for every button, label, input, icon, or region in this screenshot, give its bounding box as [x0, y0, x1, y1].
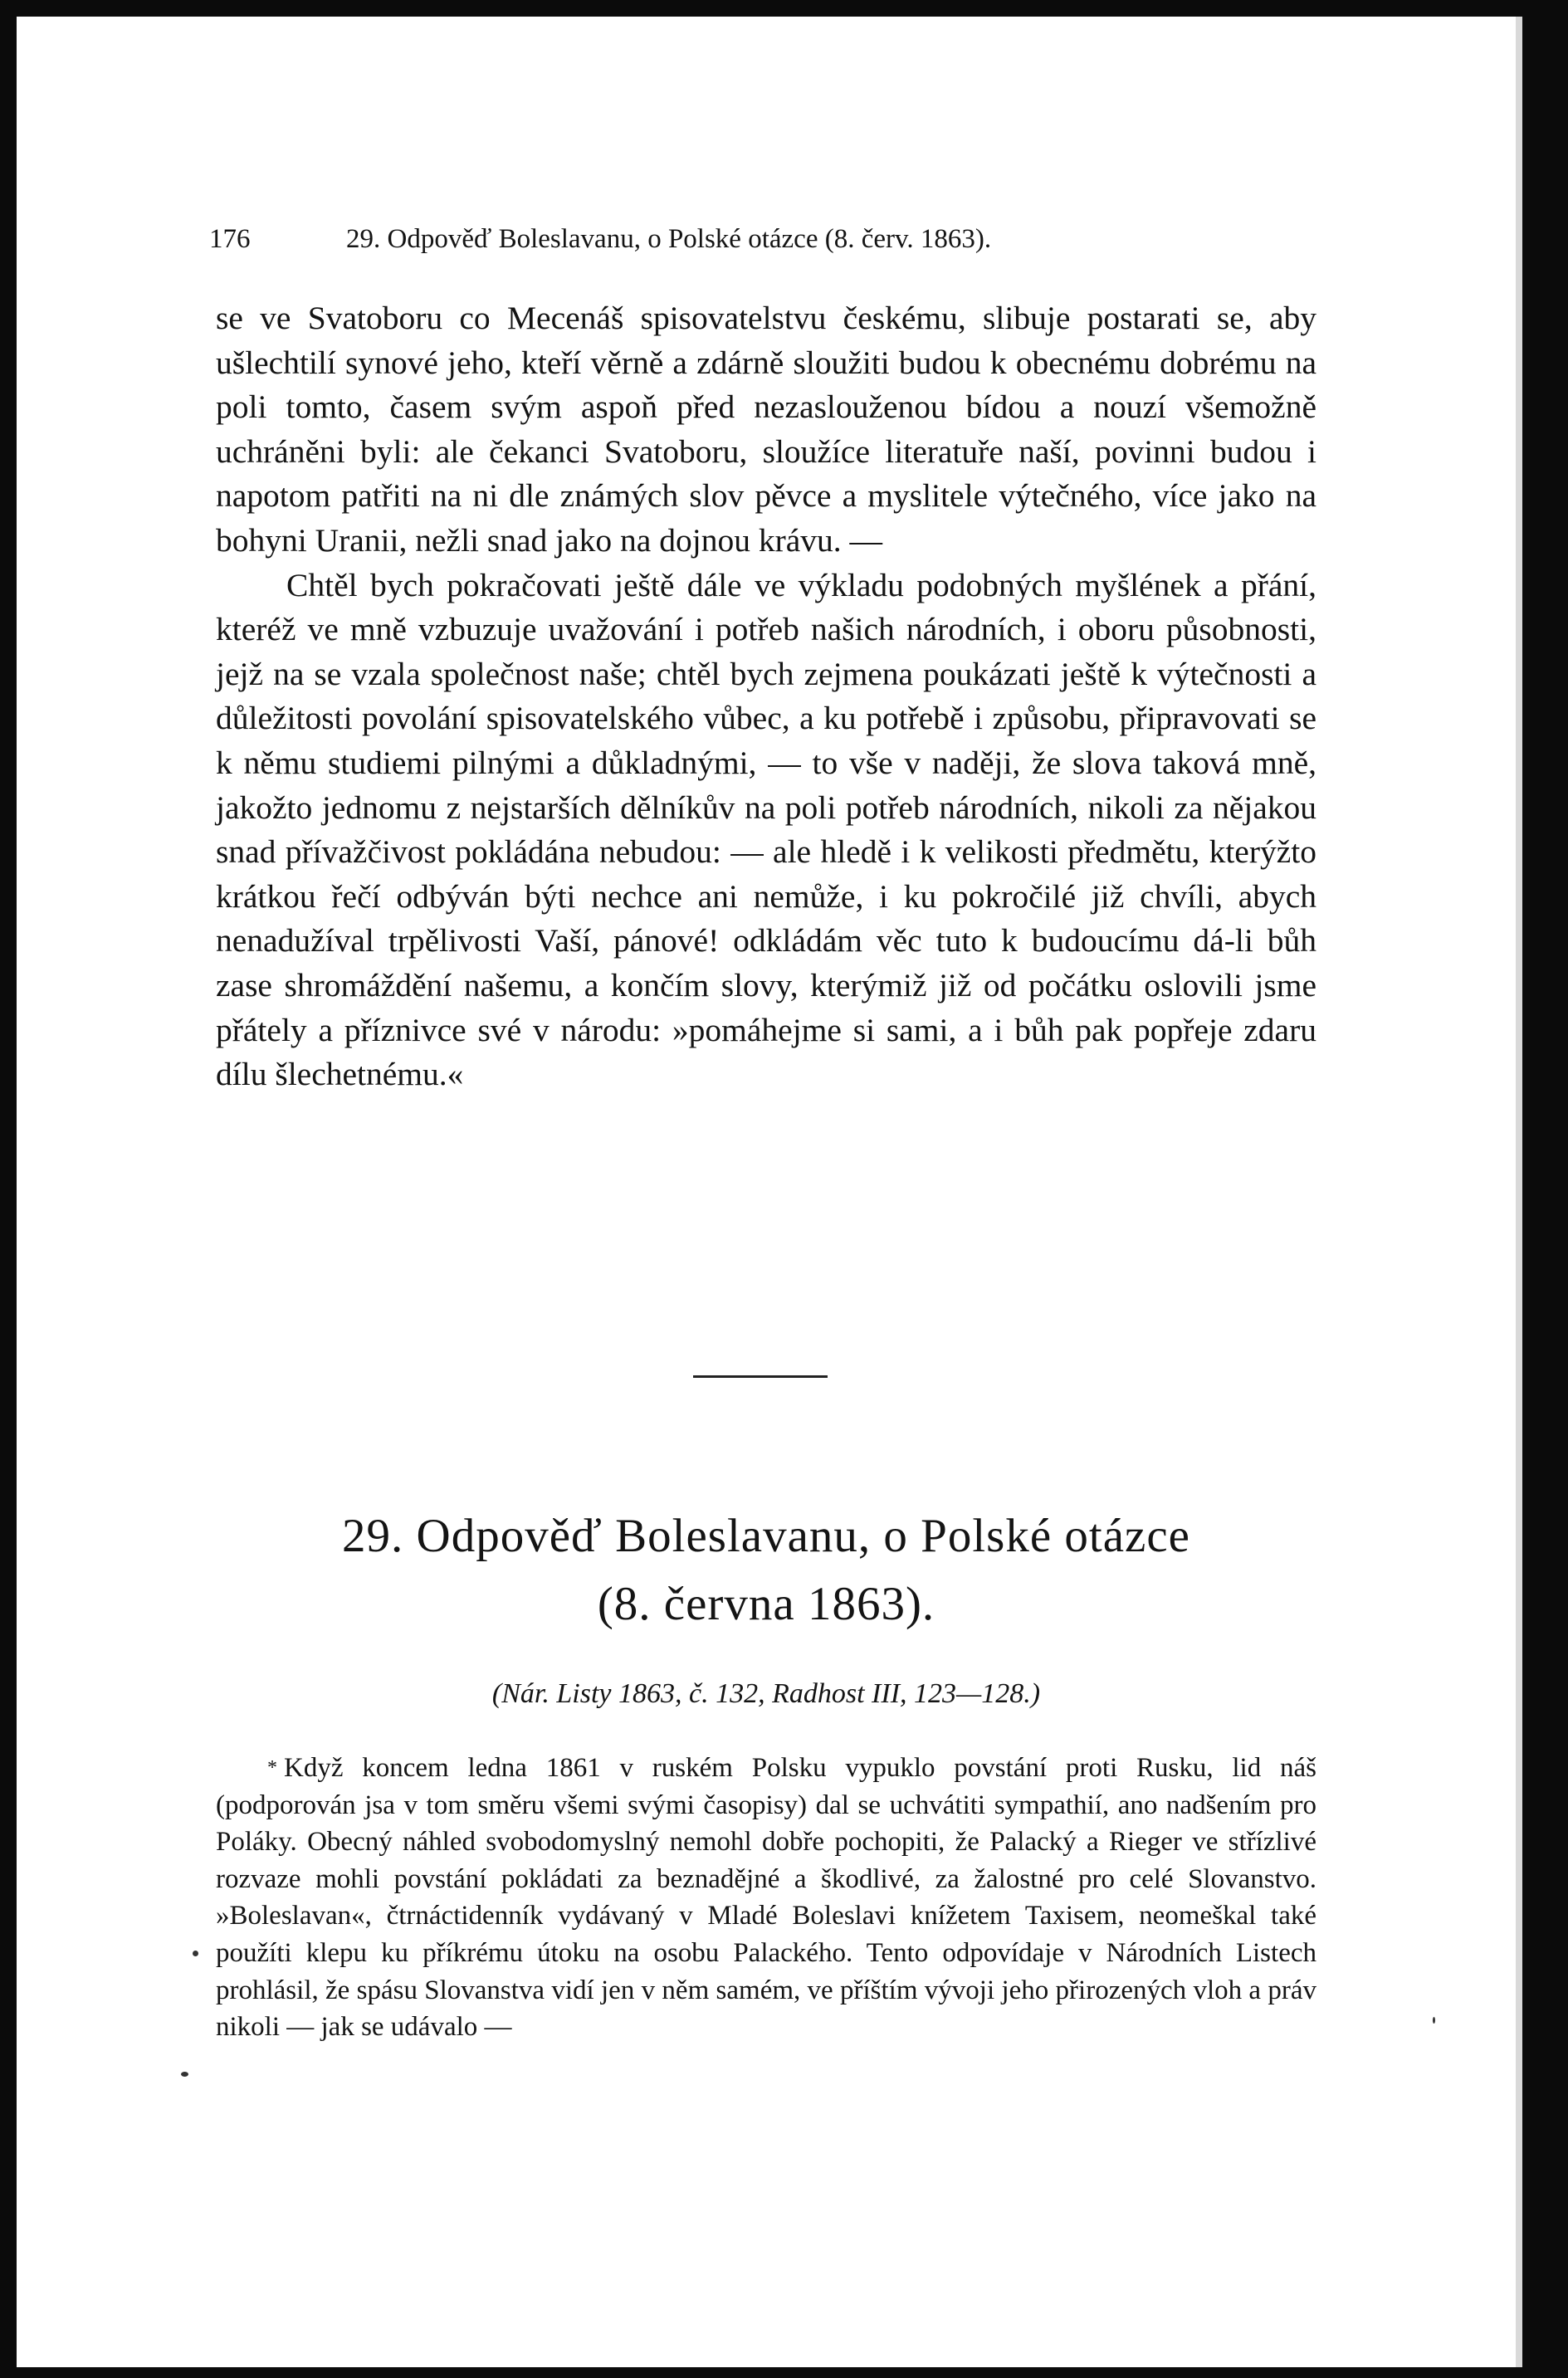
- body-text: [216, 296, 1316, 1097]
- scan-speck: [193, 1951, 198, 1956]
- section-title-line-2: (8. června 1863).: [597, 1578, 935, 1630]
- paragraph-1: se ve Svatoboru co Mecenáš spisovatelstvu českému, slibuje postarati se, aby ušlechtilí synové jeho, kteří věrně a zdárně sloužiti budou k obecnému dobrému na poli tomto, časem svým aspoň před nezaslouženou bídou a nouzí všemožně uchráněni byli: ale čekanci Svatoboru, sloužíce literatuře naší, povinni budou i napotom patřiti na ni dle známých slov pěvce a myslitele výtečného, více jako na bohyni Uranii, nežli snad jako na dojnou krávu. —: [216, 300, 1316, 559]
- running-title: 29. Odpověď Boleslavanu, o Polské otázce (8. červ. 1863).: [346, 224, 992, 254]
- scan-border-bottom: [0, 2367, 1568, 2378]
- section-title: [216, 1502, 1316, 1638]
- footnote-paragraph: [216, 1750, 1316, 2046]
- scan-border-right: [1522, 0, 1568, 2378]
- scan-speck: [181, 2072, 188, 2077]
- running-head: [209, 224, 1313, 266]
- footnote-text: Když koncem ledna 1861 v ruském Polsku vypuklo povstání proti Rusku, lid náš (podporován jsa v tom směru všemi svými časopisy) dal se uchvátiti sympathií, ano nadšením pro Poláky. Obecný náhled svobodomyslný nemohl dobře pochopiti, že Palacký a Rieger ve střízlivé rozvaze mohli povstání pokládati za beznadějné a škodlivé, za žalostné pro celé Slovanstvo. »Boleslavan«, čtrnáctidenník vydávaný v Mladé Boleslavi knížetem Taxisem, neomeškal také použíti klepu ku příkrému útoku na osobu Palackého. Tento odpovídaje v Národních Listech prohlásil, že spásu Slovanstva vidí jen v něm samém, ve příštím vývoji jeho přirozených vloh a práv nikoli — jak se udávalo —: [216, 1753, 1316, 2043]
- scan-border-top: [0, 0, 1568, 17]
- page-edge-shadow: [1516, 17, 1522, 2367]
- scan-border-left: [0, 0, 17, 2378]
- footnote-mark: *: [267, 1757, 277, 1779]
- footnote: [216, 1750, 1316, 2046]
- source-citation: (Nár. Listy 1863, č. 132, Radhost III, 123—128.): [491, 1678, 1041, 1709]
- page-number: 176: [209, 224, 251, 254]
- paragraph-2: Chtěl bych pokračovati ještě dále ve výkladu podobných myšlének a přání, kteréž ve mně vzbuzuje uvažování i potřeb našich národních, i oboru působnosti, jejž na se vzala společnost naše; chtěl bych zejmena poukázati ještě k výtečnosti a důležitosti povolání spisovatelského vůbec, a ku potřebě i způsobu, připravovati se k němu studiemi pilnými a důkladnými, — to vše v naději, že slova taková mně, jakožto jednomu z nejstarších dělníkův na poli potřeb národních, nikoli za nějakou snad přívažčivost pokládána nebudou: — ale hledě i k velikosti předmětu, kterýžto krátkou řečí odbýván býti nechce ani nemůže, i ku pokročilé již chvíli, abych nenadužíval trpělivosti Vaší, pánové! odkládám věc tuto k budoucímu dá-li bůh zase shromáždění našemu, a končím slovy, kterýmiž již od počátku oslovili jsme přátely a příznivce své v národu: »pomáhejme si sami, a i bůh pak popřeje zdaru dílu šlechetnému.«: [216, 566, 1316, 1093]
- section-title-line-1: 29. Odpověď Boleslavanu, o Polské otázce: [342, 1510, 1190, 1562]
- scan-speck: [1433, 2017, 1435, 2024]
- section-divider: [693, 1375, 828, 1378]
